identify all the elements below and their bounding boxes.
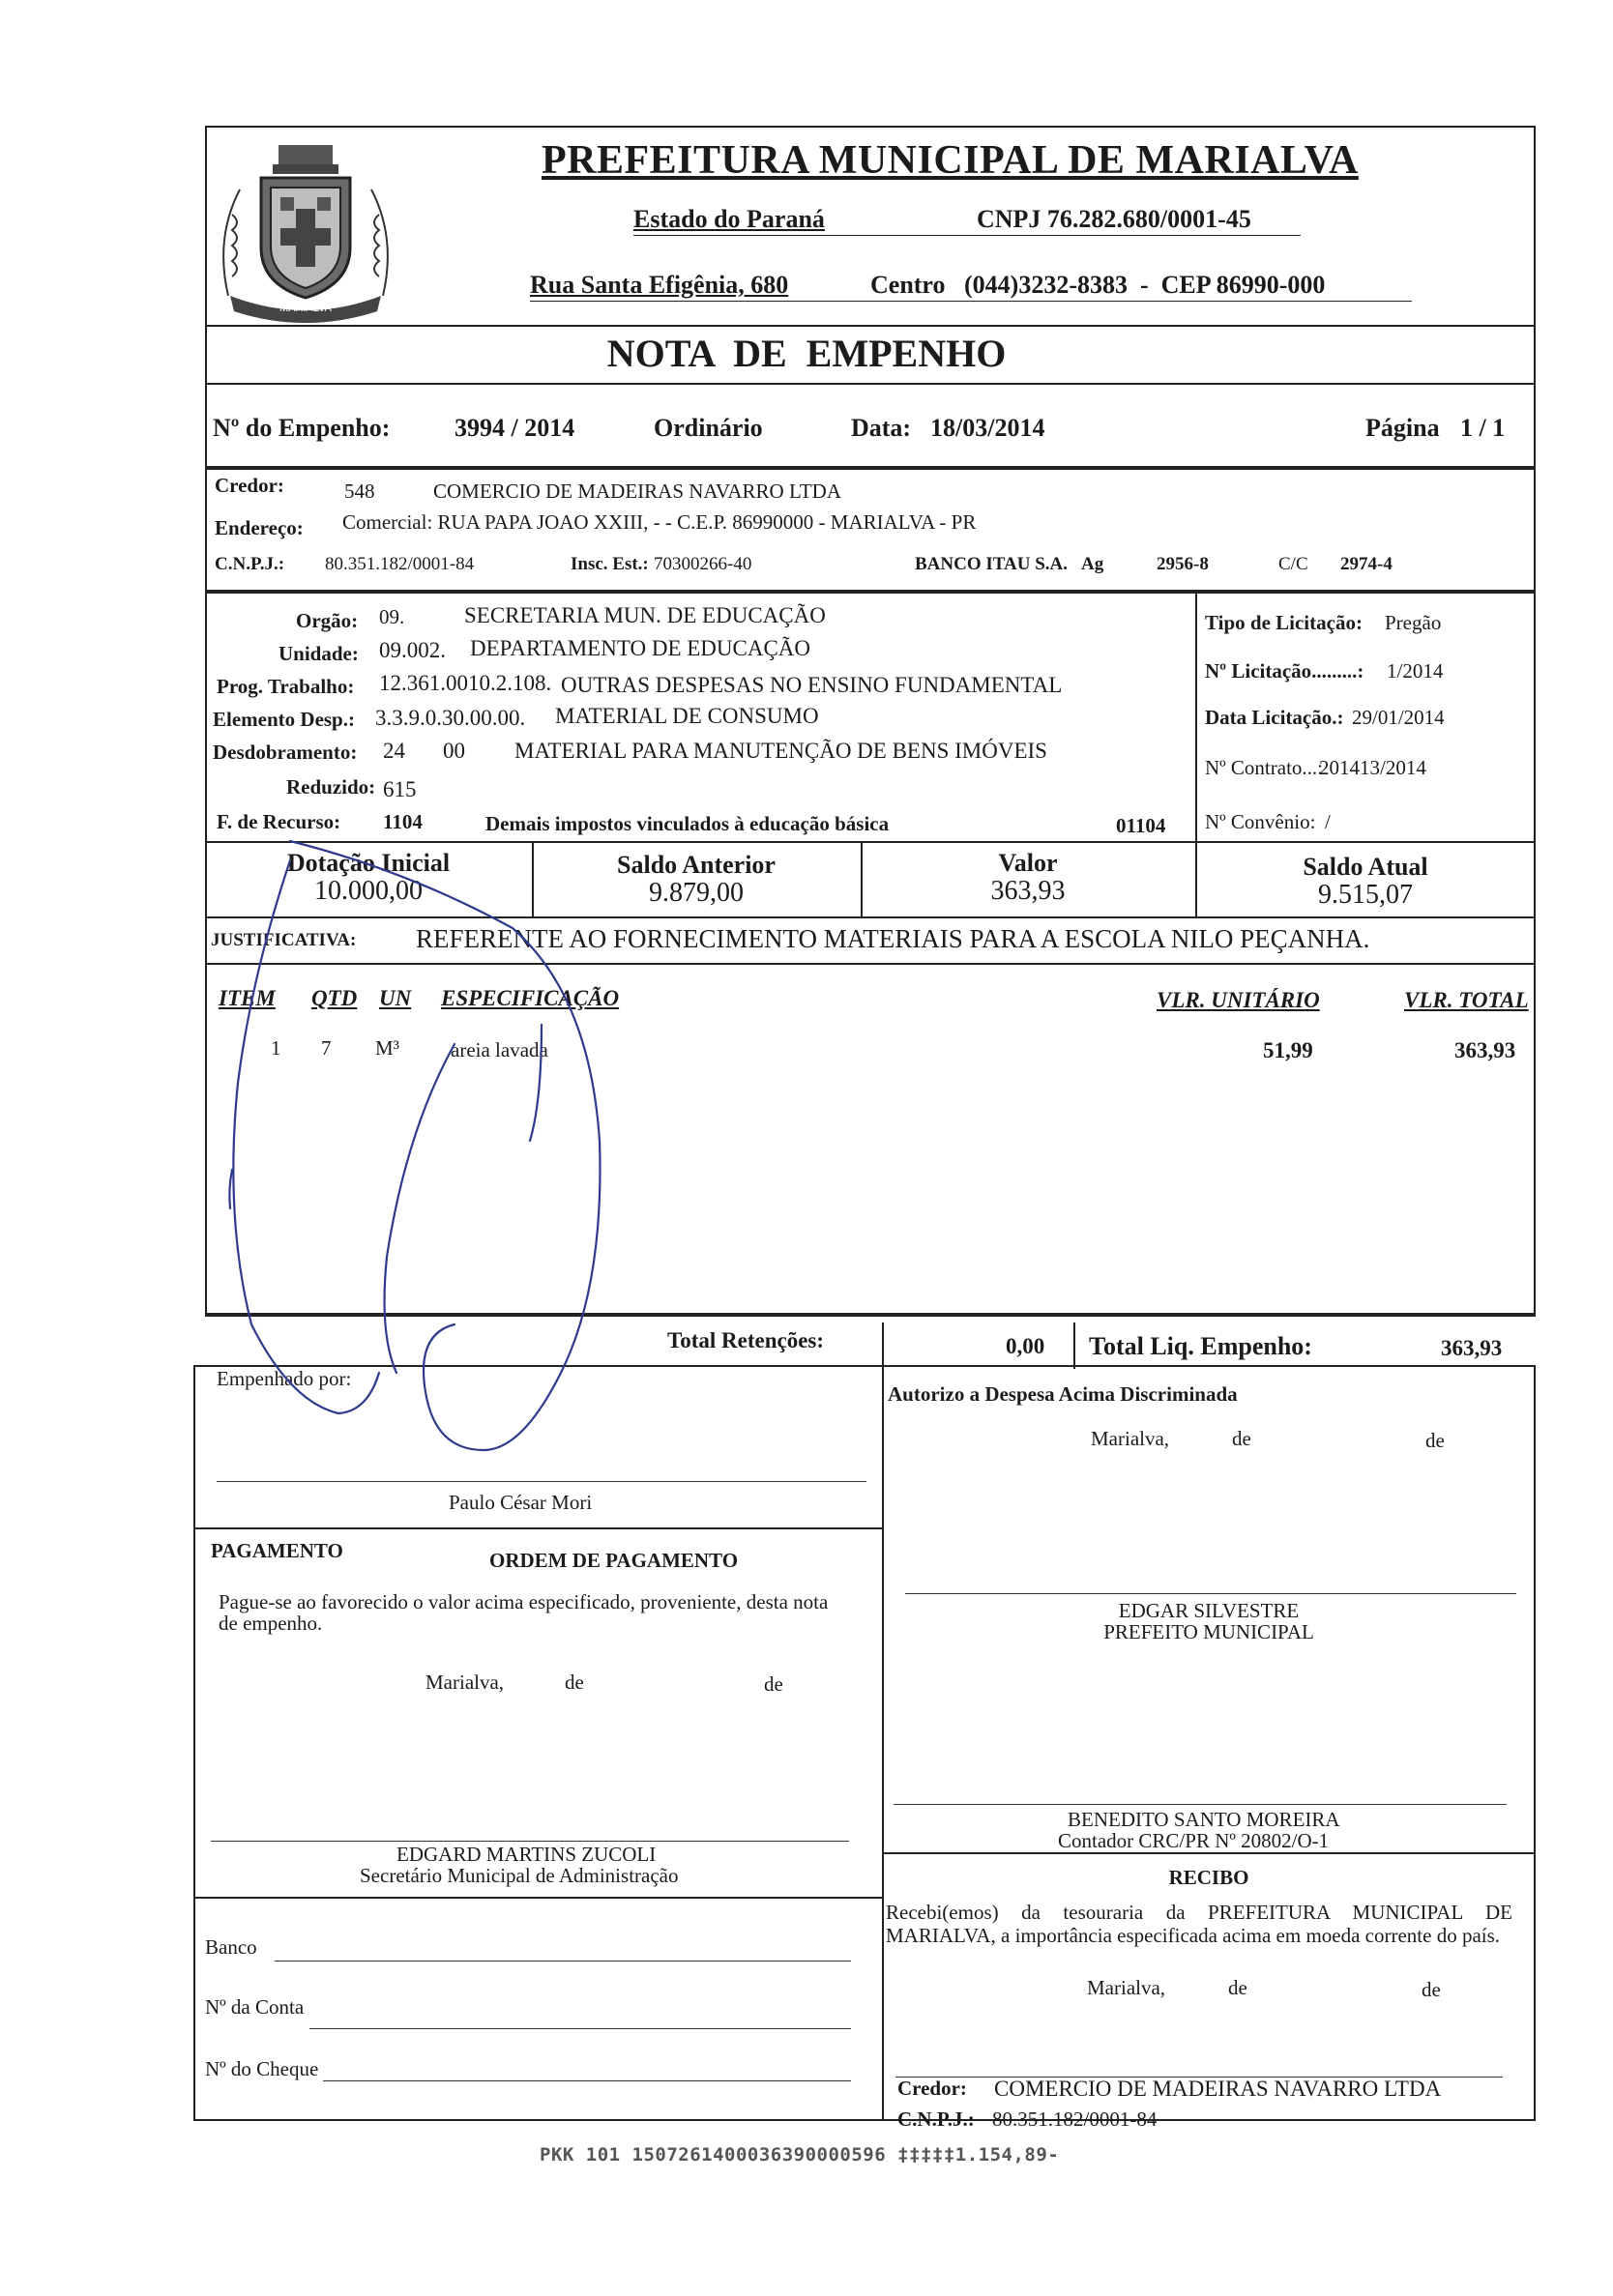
bank-name: BANCO ITAU S.A. [915, 554, 1069, 574]
item-number: 1 [271, 1036, 281, 1060]
page-label: Página [1365, 414, 1440, 442]
items-col-vlr-total: VLR. TOTAL [1404, 988, 1529, 1012]
empenho-date: 18/03/2014 [930, 414, 1045, 442]
recibo-text: Recebi(emos) da tesouraria da PREFEITURA MUNICIPAL DE MARIALVA, a importância especificada acima em moeda corrente do país. [886, 1901, 1512, 1947]
ordem-label: ORDEM DE PAGAMENTO [489, 1549, 739, 1572]
agency-label: Ag [1081, 554, 1104, 574]
credor-code: 548 [344, 480, 375, 503]
item-spec: areia lavada [451, 1038, 548, 1061]
justificativa-text: REFERENTE AO FORNECIMENTO MATERIAIS PARA A ESCOLA NILO PEÇANHA. [416, 924, 1370, 953]
contrato-label: Nº Contrato...: [1205, 756, 1324, 779]
contador-name: BENEDITO SANTO MOREIRA [1068, 1808, 1340, 1831]
unidade-code: 09.002. [379, 638, 446, 662]
dotacao-inicial-value: 10.000,00 [314, 876, 423, 906]
recibo-de-1: de [1228, 1976, 1247, 1999]
reduzido-value: 615 [383, 777, 417, 801]
licitacao-type-label: Tipo de Licitação: [1205, 611, 1363, 634]
desdobramento-code: 24 [383, 739, 405, 763]
recibo-credor-name: COMERCIO DE MADEIRAS NAVARRO LTDA [994, 2077, 1442, 2101]
pague-de-1: de [565, 1671, 584, 1694]
prefeito-name: EDGAR SILVESTRE [1118, 1599, 1300, 1622]
prefeito-signature-line [905, 1593, 1516, 1594]
secretario-name: EDGARD MARTINS ZUCOLI [396, 1843, 657, 1866]
item-unit: M³ [375, 1036, 399, 1060]
prog-code: 12.361.0010.2.108. [379, 671, 552, 695]
licitacao-date-label: Data Licitação.: [1205, 706, 1344, 729]
licitacao-date: 29/01/2014 [1352, 706, 1445, 729]
liquido-value: 363,93 [1441, 1336, 1503, 1360]
totals-top-line [205, 1315, 1536, 1317]
autorizo-de-1: de [1232, 1427, 1251, 1450]
account-value: 2974-4 [1340, 554, 1393, 574]
empenhado-label: Empenhado por: [217, 1367, 352, 1390]
items-col-vlr-unit: VLR. UNITÁRIO [1157, 988, 1320, 1012]
orgao-name: SECRETARIA MUN. DE EDUCAÇÃO [464, 603, 826, 627]
recibo-credor-label: Credor: [897, 2077, 967, 2100]
header-street: Rua Santa Efigênia, 680 [530, 271, 789, 299]
pagamento-label: PAGAMENTO [211, 1539, 343, 1562]
unidade-label: Unidade: [279, 642, 359, 665]
insc-label: Insc. Est.: [571, 554, 649, 574]
recurso-code: 1104 [383, 810, 423, 833]
recurso-label: F. de Recurso: [217, 810, 341, 833]
items-box [205, 965, 1536, 1315]
account-label: C/C [1278, 554, 1308, 574]
items-col-item: ITEM [219, 986, 276, 1010]
conta-line [309, 2028, 851, 2029]
header-divider [205, 325, 1536, 327]
recibo-top-line [882, 1852, 1536, 1854]
header-address-rest: Centro (044)3232-8383 - CEP 86990-000 [870, 271, 1326, 299]
licitacao-number: 1/2014 [1387, 659, 1444, 683]
orgao-code: 09. [379, 605, 405, 628]
contador-signature-line [894, 1804, 1507, 1805]
recurso-name: Demais impostos vinculados à educação básica [485, 812, 890, 835]
address-label: Endereço: [215, 516, 304, 539]
desdobramento-label: Desdobramento: [213, 741, 358, 764]
unidade-name: DEPARTAMENTO DE EDUCAÇÃO [470, 636, 811, 660]
agency-value: 2956-8 [1157, 554, 1209, 574]
valor-label: Valor [998, 849, 1058, 877]
lower-box [193, 1365, 1536, 2121]
recurso-code-2: 01104 [1116, 814, 1166, 837]
autorizo-label: Autorizo a Despesa Acima Discriminada [888, 1382, 1238, 1406]
convenio-value: / [1325, 810, 1331, 833]
doc-title: NOTA DE EMPENHO [606, 332, 1007, 375]
recibo-cnpj-label: C.N.P.J.: [897, 2107, 975, 2131]
item-total-price: 363,93 [1454, 1038, 1516, 1062]
secretario-role: Secretário Municipal de Administração [360, 1864, 679, 1887]
pague-city: Marialva, [425, 1671, 505, 1694]
saldo-atual-value: 9.515,07 [1318, 880, 1413, 910]
liquido-label: Total Liq. Empenho: [1089, 1332, 1312, 1360]
cheque-line [323, 2080, 851, 2081]
banco-label: Banco [205, 1935, 257, 1959]
contador-role: Contador CRC/PR Nº 20802/O-1 [1058, 1829, 1330, 1852]
contrato-value: 201413/2014 [1319, 756, 1426, 779]
reduzido-label: Reduzido: [286, 775, 376, 799]
cnpj-value: 80.351.182/0001-84 [325, 554, 475, 574]
retencoes-value: 0,00 [1006, 1334, 1045, 1358]
empenho-date-label: Data: [851, 414, 912, 442]
elemento-name: MATERIAL DE CONSUMO [555, 704, 819, 728]
convenio-label: Nº Convênio: [1205, 810, 1316, 833]
empenhado-signature-line [217, 1481, 866, 1482]
header-state-underline [633, 235, 1301, 236]
pague-text: Pague-se ao favorecido o valor acima especificado, proveniente, desta nota de empenho. [219, 1590, 829, 1635]
autorizo-city: Marialva, [1091, 1427, 1170, 1450]
recibo-de-2: de [1422, 1978, 1441, 2001]
dotacao-divider [1195, 592, 1197, 843]
orgao-label: Orgão: [296, 609, 359, 632]
credor-name: COMERCIO DE MADEIRAS NAVARRO LTDA [433, 480, 841, 503]
prog-label: Prog. Trabalho: [217, 675, 355, 698]
header-title: PREFEITURA MUNICIPAL DE MARIALVA [542, 138, 1359, 183]
empenho-type: Ordinário [654, 414, 763, 442]
empenhado-name: Paulo César Mori [449, 1491, 593, 1514]
saldo-anterior-label: Saldo Anterior [617, 851, 776, 879]
bank-authentication: PKK 101 1507261400036390000596 ‡‡‡‡‡1.154,89- [540, 2144, 1060, 2165]
items-col-un: UN [379, 986, 412, 1010]
recibo-label: RECIBO [1168, 1866, 1249, 1889]
items-col-espec: ESPECIFICAÇÃO [441, 986, 620, 1010]
lower-divider [882, 1365, 884, 2121]
pagamento-top-line [193, 1527, 882, 1529]
cnpj-label: C.N.P.J.: [215, 554, 285, 574]
cheque-label: Nº do Cheque [205, 2057, 319, 2080]
header-cnpj: CNPJ 76.282.680/0001-45 [977, 205, 1251, 233]
credor-label: Credor: [215, 474, 284, 497]
elemento-code: 3.3.9.0.30.00.00. [375, 706, 526, 730]
valor-value: 363,93 [990, 876, 1066, 906]
licitacao-number-label: Nº Licitação.........: [1205, 659, 1364, 683]
totals-div-2 [1073, 1322, 1075, 1369]
page-number: 1 / 1 [1460, 414, 1506, 442]
empenho-number: 3994 / 2014 [455, 414, 575, 442]
desdobramento-sub: 00 [443, 739, 465, 763]
header-state: Estado do Paraná [633, 205, 825, 233]
autorizo-de-2: de [1425, 1429, 1445, 1452]
empenho-number-label: Nº do Empenho: [213, 414, 391, 442]
recibo-city: Marialva, [1087, 1976, 1166, 1999]
banco-line [275, 1961, 851, 1962]
elemento-label: Elemento Desp.: [213, 708, 355, 731]
banco-top-line [193, 1897, 882, 1899]
totals-div-1 [882, 1322, 884, 1369]
conta-label: Nº da Conta [205, 1995, 305, 2019]
saldo-anterior-value: 9.879,00 [649, 878, 744, 908]
coat-of-arms-logo [211, 131, 400, 323]
pague-de-2: de [764, 1672, 783, 1696]
prefeito-role: PREFEITO MUNICIPAL [1103, 1620, 1314, 1643]
item-unit-price: 51,99 [1263, 1038, 1313, 1062]
svg-text:MARIALVA: MARIALVA [279, 303, 332, 314]
recibo-cnpj-value: 80.351.182/0001-84 [992, 2107, 1158, 2131]
secretario-signature-line [211, 1841, 849, 1842]
saldo-atual-label: Saldo Atual [1303, 853, 1428, 881]
prog-name: OUTRAS DESPESAS NO ENSINO FUNDAMENTAL [561, 673, 1063, 697]
dotacao-inicial-label: Dotação Inicial [286, 849, 451, 877]
insc-value: 70300266-40 [654, 554, 752, 574]
address-value: Comercial: RUA PAPA JOAO XXIII, - - C.E.P. 86990000 - MARIALVA - PR [342, 510, 977, 534]
justificativa-label: JUSTIFICATIVA: [211, 930, 357, 950]
item-qty: 7 [321, 1036, 332, 1060]
items-col-qtd: QTD [311, 986, 358, 1010]
header-address-underline [530, 301, 1412, 302]
desdobramento-name: MATERIAL PARA MANUTENÇÃO DE BENS IMÓVEIS [514, 739, 1047, 763]
credor-top-line [205, 468, 1536, 470]
retencoes-label: Total Retenções: [667, 1328, 825, 1352]
licitacao-type: Pregão [1385, 611, 1442, 634]
